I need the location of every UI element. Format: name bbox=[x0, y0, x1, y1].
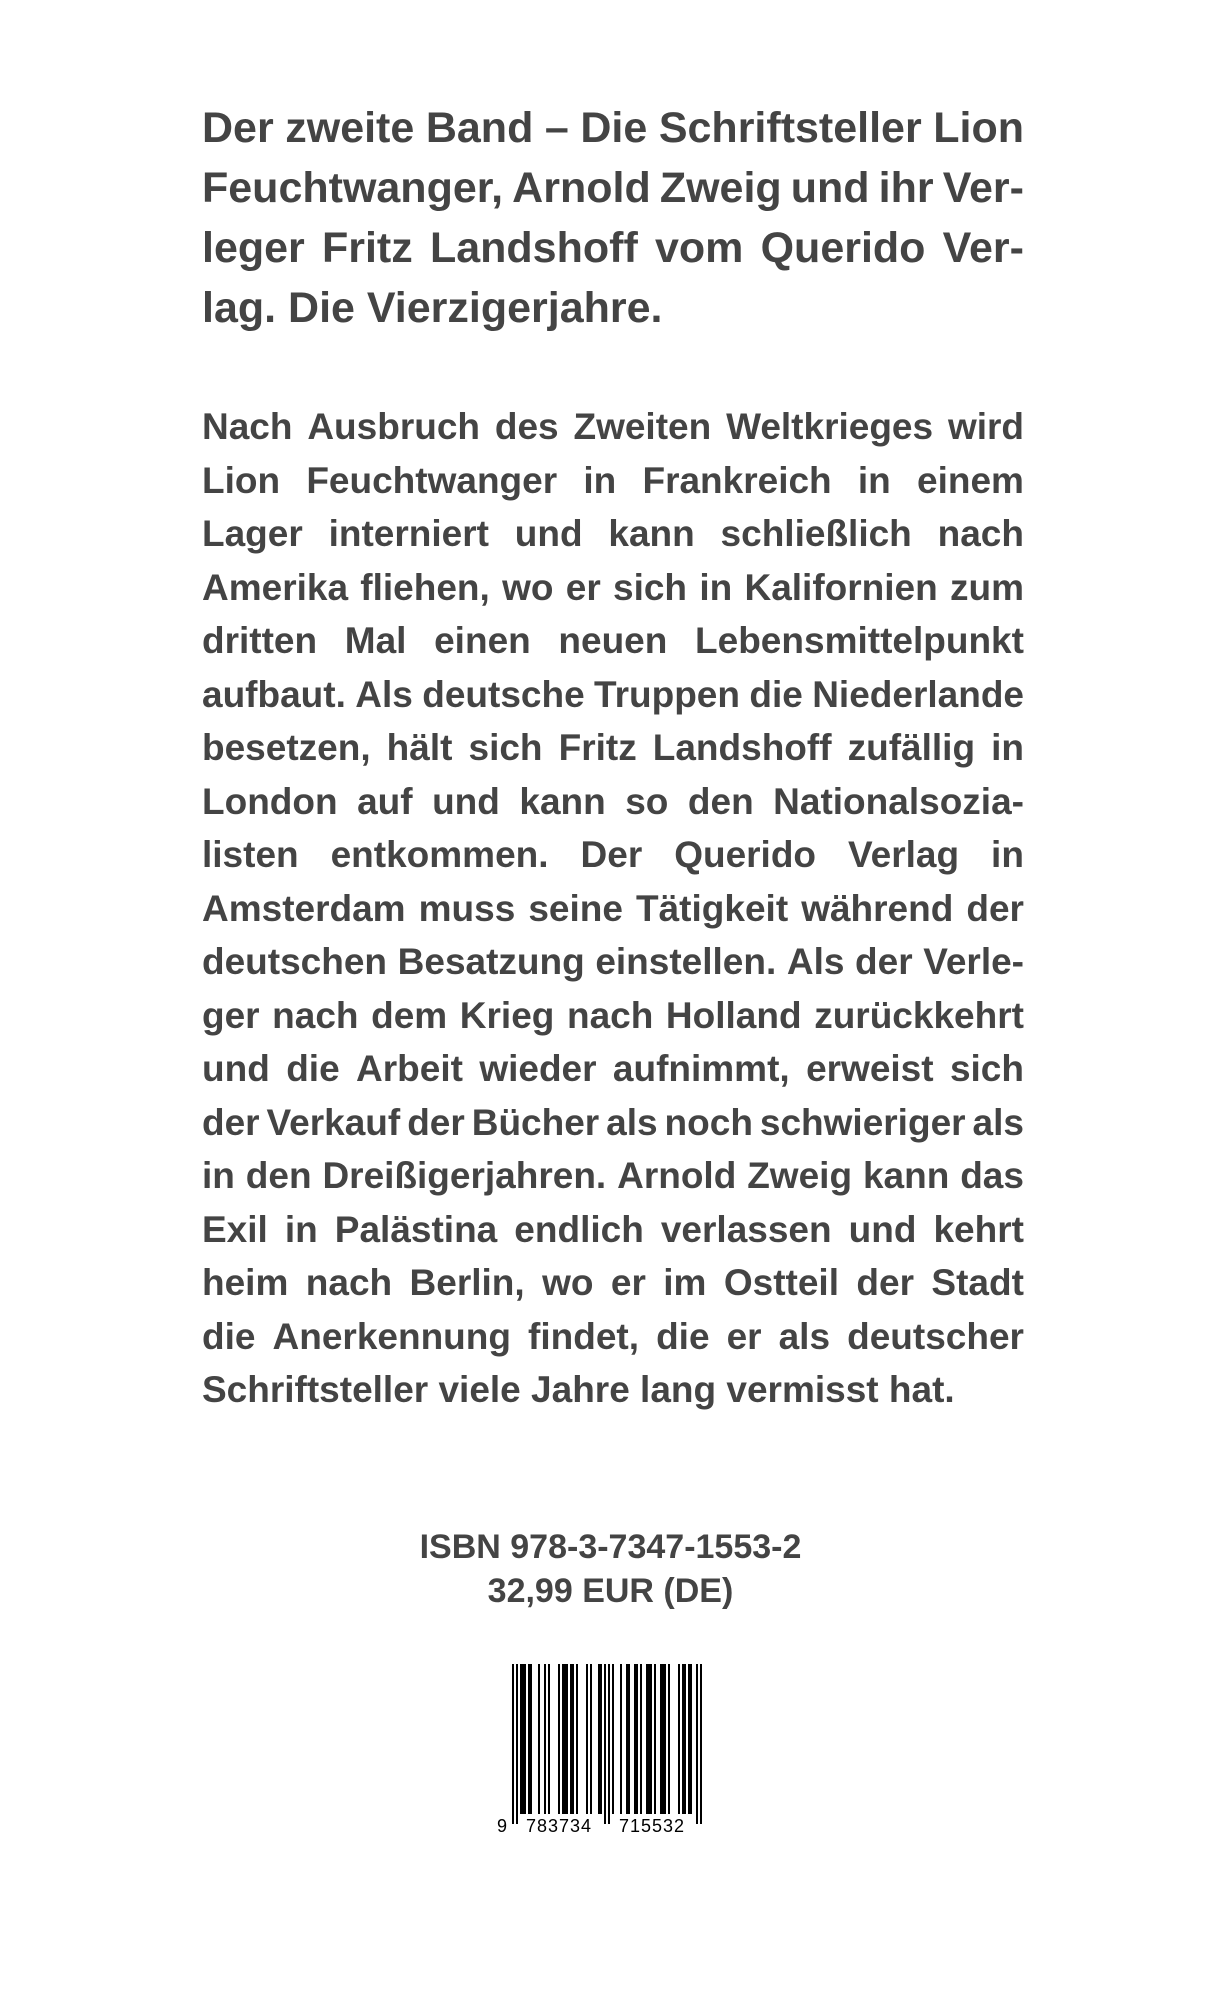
barcode-bar bbox=[648, 1664, 650, 1814]
barcode-bar bbox=[562, 1664, 564, 1814]
word: erweist bbox=[806, 1048, 934, 1089]
word: Besatzung bbox=[397, 941, 585, 982]
barcode-bar bbox=[662, 1664, 664, 1814]
word: Tätigkeit bbox=[636, 887, 789, 929]
blurb-line bbox=[202, 1203, 1024, 1257]
barcode-bar bbox=[626, 1664, 628, 1814]
barcode-bar bbox=[646, 1664, 648, 1814]
word: als bbox=[972, 1101, 1024, 1143]
isbn-text: ISBN 978-3-7347-1553-2 bbox=[419, 1528, 802, 1566]
word: die bbox=[286, 1048, 340, 1089]
barcode-bar bbox=[564, 1664, 566, 1814]
word: sich bbox=[468, 727, 543, 768]
word: Verlag bbox=[848, 834, 960, 875]
barcode-bars bbox=[512, 1664, 702, 1824]
word: Amsterdam bbox=[202, 887, 406, 929]
word: Palästina bbox=[334, 1208, 498, 1250]
word: hält bbox=[386, 727, 453, 768]
word: heim bbox=[202, 1262, 289, 1303]
blurb-line bbox=[202, 454, 1024, 508]
word: er bbox=[565, 566, 601, 608]
word: Zweig bbox=[747, 1155, 853, 1196]
barcode-bar bbox=[654, 1664, 656, 1814]
barcode bbox=[492, 1660, 724, 1836]
word: Fritz bbox=[321, 224, 413, 272]
barcode-bar bbox=[524, 1664, 526, 1814]
barcode-bar bbox=[700, 1664, 702, 1824]
word: kann bbox=[519, 780, 606, 822]
word: in bbox=[284, 1208, 318, 1250]
barcode-bar bbox=[682, 1664, 684, 1814]
word: in bbox=[202, 1155, 235, 1196]
word: wo bbox=[542, 1262, 594, 1303]
word: der bbox=[407, 1101, 465, 1143]
barcode-bar bbox=[590, 1664, 592, 1814]
word: Anerkennung bbox=[272, 1315, 511, 1357]
word: deutschen bbox=[202, 941, 388, 982]
word: Lebensmittelpunkt bbox=[695, 620, 1024, 661]
blurb-line bbox=[202, 614, 1024, 668]
word: Nach bbox=[202, 406, 293, 447]
word: die bbox=[202, 1315, 256, 1357]
word: aufbaut. bbox=[202, 673, 346, 715]
word: wird bbox=[947, 406, 1024, 447]
blurb-line bbox=[202, 721, 1024, 775]
word: Fritz bbox=[558, 727, 637, 768]
barcode-bar bbox=[528, 1664, 530, 1814]
word: der bbox=[202, 1101, 260, 1143]
word: des bbox=[494, 406, 559, 447]
barcode-bar bbox=[516, 1664, 518, 1824]
barcode-bar bbox=[544, 1664, 546, 1814]
word: findet, bbox=[528, 1315, 640, 1357]
word: Truppen bbox=[594, 673, 740, 715]
word: kann bbox=[608, 513, 695, 554]
word: und bbox=[848, 1208, 917, 1250]
barcode-bar bbox=[600, 1664, 602, 1814]
word: neuen bbox=[558, 620, 668, 661]
word: dritten bbox=[202, 620, 318, 661]
word: und bbox=[790, 164, 870, 212]
word: nach bbox=[305, 1262, 393, 1303]
word: im bbox=[663, 1262, 707, 1303]
word: in bbox=[583, 459, 617, 501]
word: Ostteil bbox=[723, 1262, 839, 1303]
word: Arnold bbox=[617, 1155, 737, 1196]
word: Weltkrieges bbox=[726, 406, 934, 447]
word: Kalifornien bbox=[744, 566, 938, 608]
barcode-bar bbox=[604, 1664, 606, 1824]
word: Landshoff bbox=[652, 727, 832, 768]
barcode-bar bbox=[684, 1664, 686, 1814]
barcode-bar bbox=[538, 1664, 540, 1814]
word: – bbox=[544, 104, 569, 152]
barcode-bar bbox=[558, 1664, 560, 1814]
blurb-line bbox=[202, 668, 1024, 722]
word: Als bbox=[786, 941, 845, 982]
word: Ver- bbox=[942, 224, 1024, 272]
barcode-bar bbox=[636, 1664, 638, 1814]
word: Berlin, bbox=[409, 1262, 525, 1303]
barcode-bar bbox=[612, 1664, 614, 1814]
blurb-line bbox=[202, 828, 1024, 882]
lead-line bbox=[202, 218, 1024, 278]
word: Der bbox=[202, 104, 274, 152]
word: ger bbox=[202, 994, 260, 1036]
word: schwieriger bbox=[759, 1101, 966, 1143]
barcode-bar bbox=[530, 1664, 532, 1814]
lead-line bbox=[202, 158, 1024, 218]
word: Zweiten bbox=[573, 406, 712, 447]
blurb-line: Schriftsteller viele Jahre lang vermisst hat. bbox=[202, 1369, 955, 1410]
lead-line: lag. Die Vierzigerjahre. bbox=[202, 284, 663, 332]
barcode-bar bbox=[608, 1664, 610, 1824]
blurb-line bbox=[202, 1149, 1024, 1203]
word: zufällig bbox=[847, 727, 976, 768]
word: fliehen, bbox=[360, 566, 490, 608]
word: der bbox=[855, 941, 913, 982]
word: ihr bbox=[878, 164, 934, 212]
word: die bbox=[749, 673, 803, 715]
barcode-digits-right: 715532 bbox=[618, 1816, 686, 1836]
word: einen bbox=[434, 620, 531, 661]
word: interniert bbox=[328, 513, 489, 554]
word: zweite bbox=[285, 104, 415, 152]
word: den bbox=[687, 780, 754, 822]
word: Zweig bbox=[659, 164, 782, 212]
word: Krieg bbox=[459, 994, 555, 1036]
blurb-line bbox=[202, 1042, 1024, 1096]
word: Verle- bbox=[923, 941, 1024, 982]
word: Querido bbox=[760, 224, 926, 272]
word: er bbox=[610, 1262, 646, 1303]
word: Nationalsozia- bbox=[773, 780, 1024, 822]
barcode-bar bbox=[572, 1664, 574, 1814]
barcode-bar bbox=[668, 1664, 670, 1814]
word: die bbox=[656, 1315, 710, 1357]
word: er bbox=[726, 1315, 762, 1357]
blurb-line bbox=[202, 400, 1024, 454]
word: in bbox=[699, 566, 733, 608]
word: kehrt bbox=[933, 1208, 1024, 1250]
word: Band bbox=[425, 104, 534, 152]
word: leger bbox=[202, 224, 305, 272]
word: das bbox=[960, 1155, 1024, 1196]
word: nach bbox=[566, 994, 654, 1036]
word: besetzen, bbox=[202, 727, 371, 768]
barcode-bar bbox=[678, 1664, 680, 1814]
blurb-paragraph bbox=[202, 400, 1024, 1417]
barcode-bar bbox=[688, 1664, 690, 1814]
word: auf bbox=[357, 780, 413, 822]
word: zurückkehrt bbox=[814, 994, 1024, 1036]
word: Ver- bbox=[942, 164, 1024, 212]
word: listen bbox=[202, 834, 299, 875]
lead-line bbox=[202, 98, 1024, 158]
word: seine bbox=[528, 887, 623, 929]
word: nach bbox=[937, 513, 1024, 554]
word: als bbox=[606, 1101, 658, 1143]
word: und bbox=[432, 780, 500, 822]
barcode-bar bbox=[664, 1664, 666, 1814]
word: Bücher bbox=[471, 1101, 600, 1143]
word: Der bbox=[580, 834, 643, 875]
word: Stadt bbox=[931, 1262, 1024, 1303]
blurb-line bbox=[202, 561, 1024, 615]
blurb-line bbox=[202, 882, 1024, 936]
word: wieder bbox=[479, 1048, 597, 1089]
word: aufnimmt, bbox=[612, 1048, 790, 1089]
word: deutsche bbox=[422, 673, 585, 715]
blurb-line bbox=[202, 1256, 1024, 1310]
word: als bbox=[778, 1315, 831, 1357]
word: Mal bbox=[344, 620, 407, 661]
barcode-bar bbox=[598, 1664, 600, 1814]
word: Arbeit bbox=[356, 1048, 463, 1089]
word: Amerika bbox=[202, 566, 349, 608]
word: Niederlande bbox=[812, 673, 1024, 715]
price-text: 32,99 EUR (DE) bbox=[487, 1572, 734, 1610]
word: London bbox=[202, 780, 338, 822]
barcode-bar bbox=[690, 1664, 692, 1814]
barcode-digits-left: 783734 bbox=[525, 1816, 593, 1836]
barcode-bar bbox=[586, 1664, 588, 1814]
word: Feuchtwanger, bbox=[202, 164, 504, 212]
word: Schriftsteller bbox=[658, 104, 922, 152]
word: Verkauf bbox=[266, 1101, 401, 1143]
barcode-bar bbox=[576, 1664, 578, 1814]
word: in bbox=[991, 727, 1024, 768]
barcode-bar bbox=[696, 1664, 698, 1824]
barcode-bar bbox=[522, 1664, 524, 1814]
word: Feuchtwanger bbox=[306, 459, 558, 501]
barcode-bar bbox=[640, 1664, 642, 1814]
word: deutscher bbox=[847, 1315, 1024, 1357]
word: Dreißigerjahren. bbox=[322, 1155, 607, 1196]
barcode-digit-first: 9 bbox=[497, 1816, 508, 1836]
word: während bbox=[801, 887, 954, 929]
word: Als bbox=[355, 673, 413, 715]
blurb-line bbox=[202, 1310, 1024, 1364]
word: Die bbox=[580, 104, 648, 152]
barcode-bar bbox=[512, 1664, 514, 1824]
blurb-line bbox=[202, 1096, 1024, 1150]
word: dem bbox=[371, 994, 448, 1036]
barcode-bar bbox=[520, 1664, 522, 1814]
word: zum bbox=[949, 566, 1024, 608]
word: Frankreich bbox=[642, 459, 832, 501]
word: einstellen. bbox=[595, 941, 777, 982]
word: entkommen. bbox=[330, 834, 549, 875]
word: endlich bbox=[514, 1208, 644, 1250]
word: sich bbox=[613, 566, 688, 608]
word: schließlich bbox=[720, 513, 912, 554]
word: in bbox=[991, 834, 1024, 875]
barcode-bar bbox=[566, 1664, 568, 1814]
word: wo bbox=[502, 566, 554, 608]
word: Exil bbox=[202, 1208, 268, 1250]
word: Lion bbox=[933, 104, 1024, 152]
word: vom bbox=[654, 224, 744, 272]
word: den bbox=[245, 1155, 312, 1196]
word: kann bbox=[862, 1155, 950, 1196]
barcode-bar bbox=[570, 1664, 572, 1814]
blurb-line bbox=[202, 989, 1024, 1043]
word: der bbox=[966, 887, 1024, 929]
blurb-line bbox=[202, 935, 1024, 989]
blurb-line bbox=[202, 775, 1024, 829]
barcode-bar bbox=[548, 1664, 550, 1814]
word: Holland bbox=[665, 994, 802, 1036]
word: und bbox=[202, 1048, 270, 1089]
word: Ausbruch bbox=[307, 406, 481, 447]
barcode-graphic bbox=[492, 1660, 724, 1836]
barcode-bar bbox=[620, 1664, 622, 1814]
word: sich bbox=[949, 1048, 1024, 1089]
word: Querido bbox=[674, 834, 817, 875]
lead-paragraph bbox=[202, 98, 1024, 338]
word: in bbox=[857, 459, 891, 501]
word: Arnold bbox=[512, 164, 651, 212]
word: Lion bbox=[202, 459, 281, 501]
word: und bbox=[514, 513, 583, 554]
barcode-bar bbox=[628, 1664, 630, 1814]
word: so bbox=[625, 780, 669, 822]
word: einem bbox=[917, 459, 1024, 501]
word: der bbox=[856, 1262, 914, 1303]
word: nach bbox=[272, 994, 359, 1036]
barcode-bar bbox=[634, 1664, 636, 1814]
barcode-bar bbox=[650, 1664, 652, 1814]
barcode-bar bbox=[660, 1664, 662, 1814]
word: noch bbox=[664, 1101, 753, 1143]
word: Landshoff bbox=[429, 224, 638, 272]
word: Lager bbox=[202, 513, 303, 554]
blurb-line bbox=[202, 507, 1024, 561]
word: verlassen bbox=[660, 1208, 832, 1250]
word: muss bbox=[418, 887, 516, 929]
